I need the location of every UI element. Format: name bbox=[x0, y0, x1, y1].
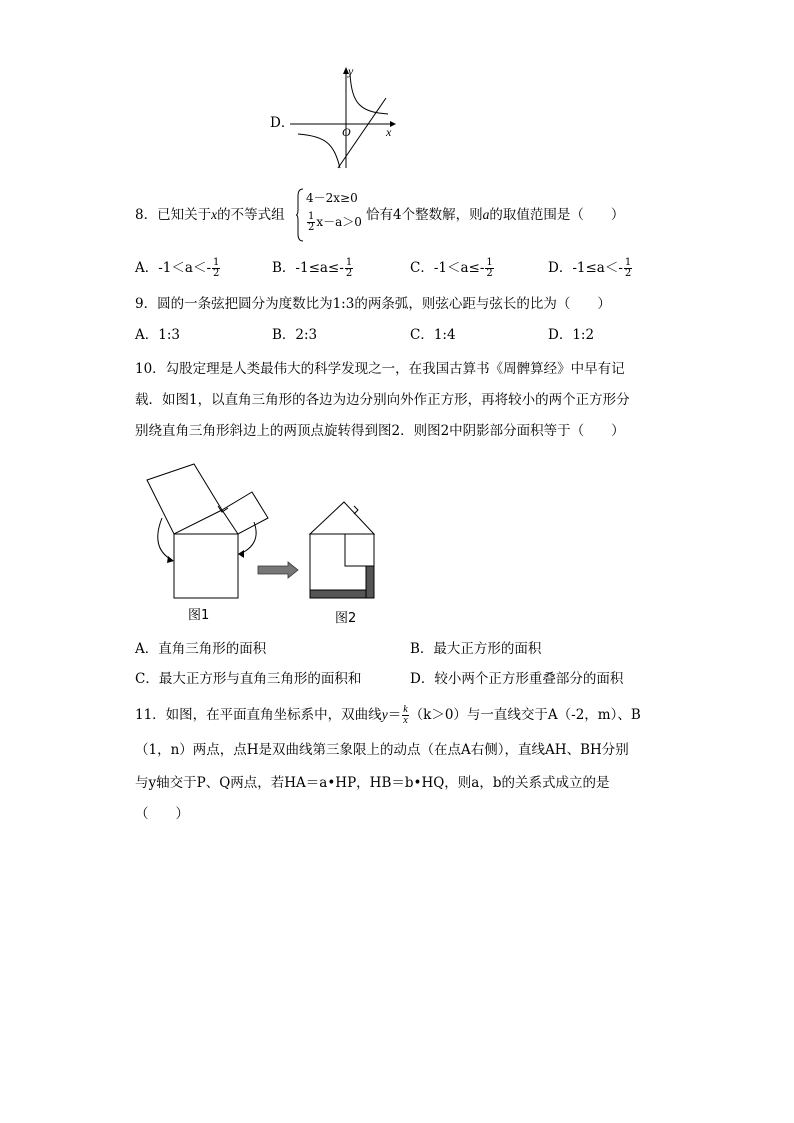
q9-option-a[interactable]: A．1:3 bbox=[135, 327, 180, 343]
q9-option-b[interactable]: B．2:3 bbox=[272, 327, 318, 343]
q8-option-d[interactable]: D．-1≤a＜- $\frac{1}{2}$ bbox=[548, 257, 632, 279]
q10-transform-arrow bbox=[258, 562, 298, 578]
q11-stem-line1: 11．如图，在平面直角坐标系中，双曲线y＝ $\frac{k}{x}$ （k＞0）与一直线交于A（-2，m）、B bbox=[135, 704, 641, 726]
q10-stem-line1: 10．勾股定理是人类最伟大的科学发现之一，在我国古算书《周髀算经》中早有记 bbox=[135, 361, 625, 377]
q10-figure2 bbox=[310, 502, 374, 598]
q8-ineq1: 4－2x≥0 bbox=[306, 191, 358, 205]
q10-figure1 bbox=[147, 464, 268, 598]
q9-option-d[interactable]: D．1:2 bbox=[548, 327, 595, 343]
q7-axis-x-label: x bbox=[386, 125, 392, 139]
q9-option-c[interactable]: C．1:4 bbox=[410, 327, 456, 343]
fig1-right-square bbox=[222, 492, 268, 534]
fig1-left-arrowhead bbox=[167, 556, 174, 563]
q7-option-d-graph bbox=[290, 64, 402, 172]
q10-stem-line2: 载．如图1，以直角三角形的各边为边分别向外作正方形，再将较小的两个正方形分 bbox=[135, 392, 630, 408]
q8-ineq2: $\frac{1}{2}$ x－a＞0 bbox=[308, 211, 362, 233]
q10-fig1-label: 图1 bbox=[188, 608, 210, 623]
q10-option-c[interactable]: C．最大正方形与直角三角形的面积和 bbox=[135, 671, 362, 687]
q8-option-c[interactable]: C．-1＜a≤- $\frac{1}{2}$ bbox=[410, 257, 493, 279]
q10-stem-line3: 别绕直角三角形斜边上的两顶点旋转得到图2．则图2中阴影部分面积等于（ ） bbox=[135, 423, 625, 439]
q11-stem-line4: （ ） bbox=[135, 806, 189, 822]
q10-option-d[interactable]: D．较小两个正方形重叠部分的面积 bbox=[410, 671, 624, 687]
q10-option-a[interactable]: A．直角三角形的面积 bbox=[135, 641, 267, 657]
q8-inequality-system bbox=[296, 188, 366, 242]
q8-stem: 8．已知关于x的不等式组 bbox=[135, 207, 285, 223]
q7-origin-label: O bbox=[342, 125, 351, 139]
q10-figures bbox=[140, 462, 400, 632]
q7-option-d-label[interactable]: D． bbox=[270, 115, 295, 131]
q9-stem: 9．圆的一条弦把圆分为度数比为1:3的两条弧，则弦心距与弦长的比为（ ） bbox=[135, 296, 611, 312]
q8-stem-suffix: 恰有4个整数解，则a的取值范围是（ ） bbox=[366, 207, 625, 223]
fig1-large-square bbox=[174, 534, 238, 598]
q8-option-b[interactable]: B．-1≤a≤- $\frac{1}{2}$ bbox=[272, 257, 353, 279]
fig1-left-square bbox=[147, 464, 222, 534]
q11-stem-line3: 与y轴交于P、Q两点，若HA＝a•HP，HB＝b•HQ，则a，b的关系式成立的是 bbox=[135, 775, 610, 791]
q8-option-a[interactable]: A．-1＜a＜- $\frac{1}{2}$ bbox=[135, 257, 220, 279]
q8-brace bbox=[296, 188, 304, 242]
q7-axis-y-label: y bbox=[348, 64, 354, 78]
fig1-right-arrowhead bbox=[238, 550, 244, 558]
q11-stem-line2: （1，n）两点，点H是双曲线第三象限上的动点（在点A右侧），直线AH、BH分别 bbox=[135, 742, 629, 758]
q10-option-b[interactable]: B．最大正方形的面积 bbox=[410, 641, 542, 657]
q10-fig2-label: 图2 bbox=[335, 611, 357, 626]
